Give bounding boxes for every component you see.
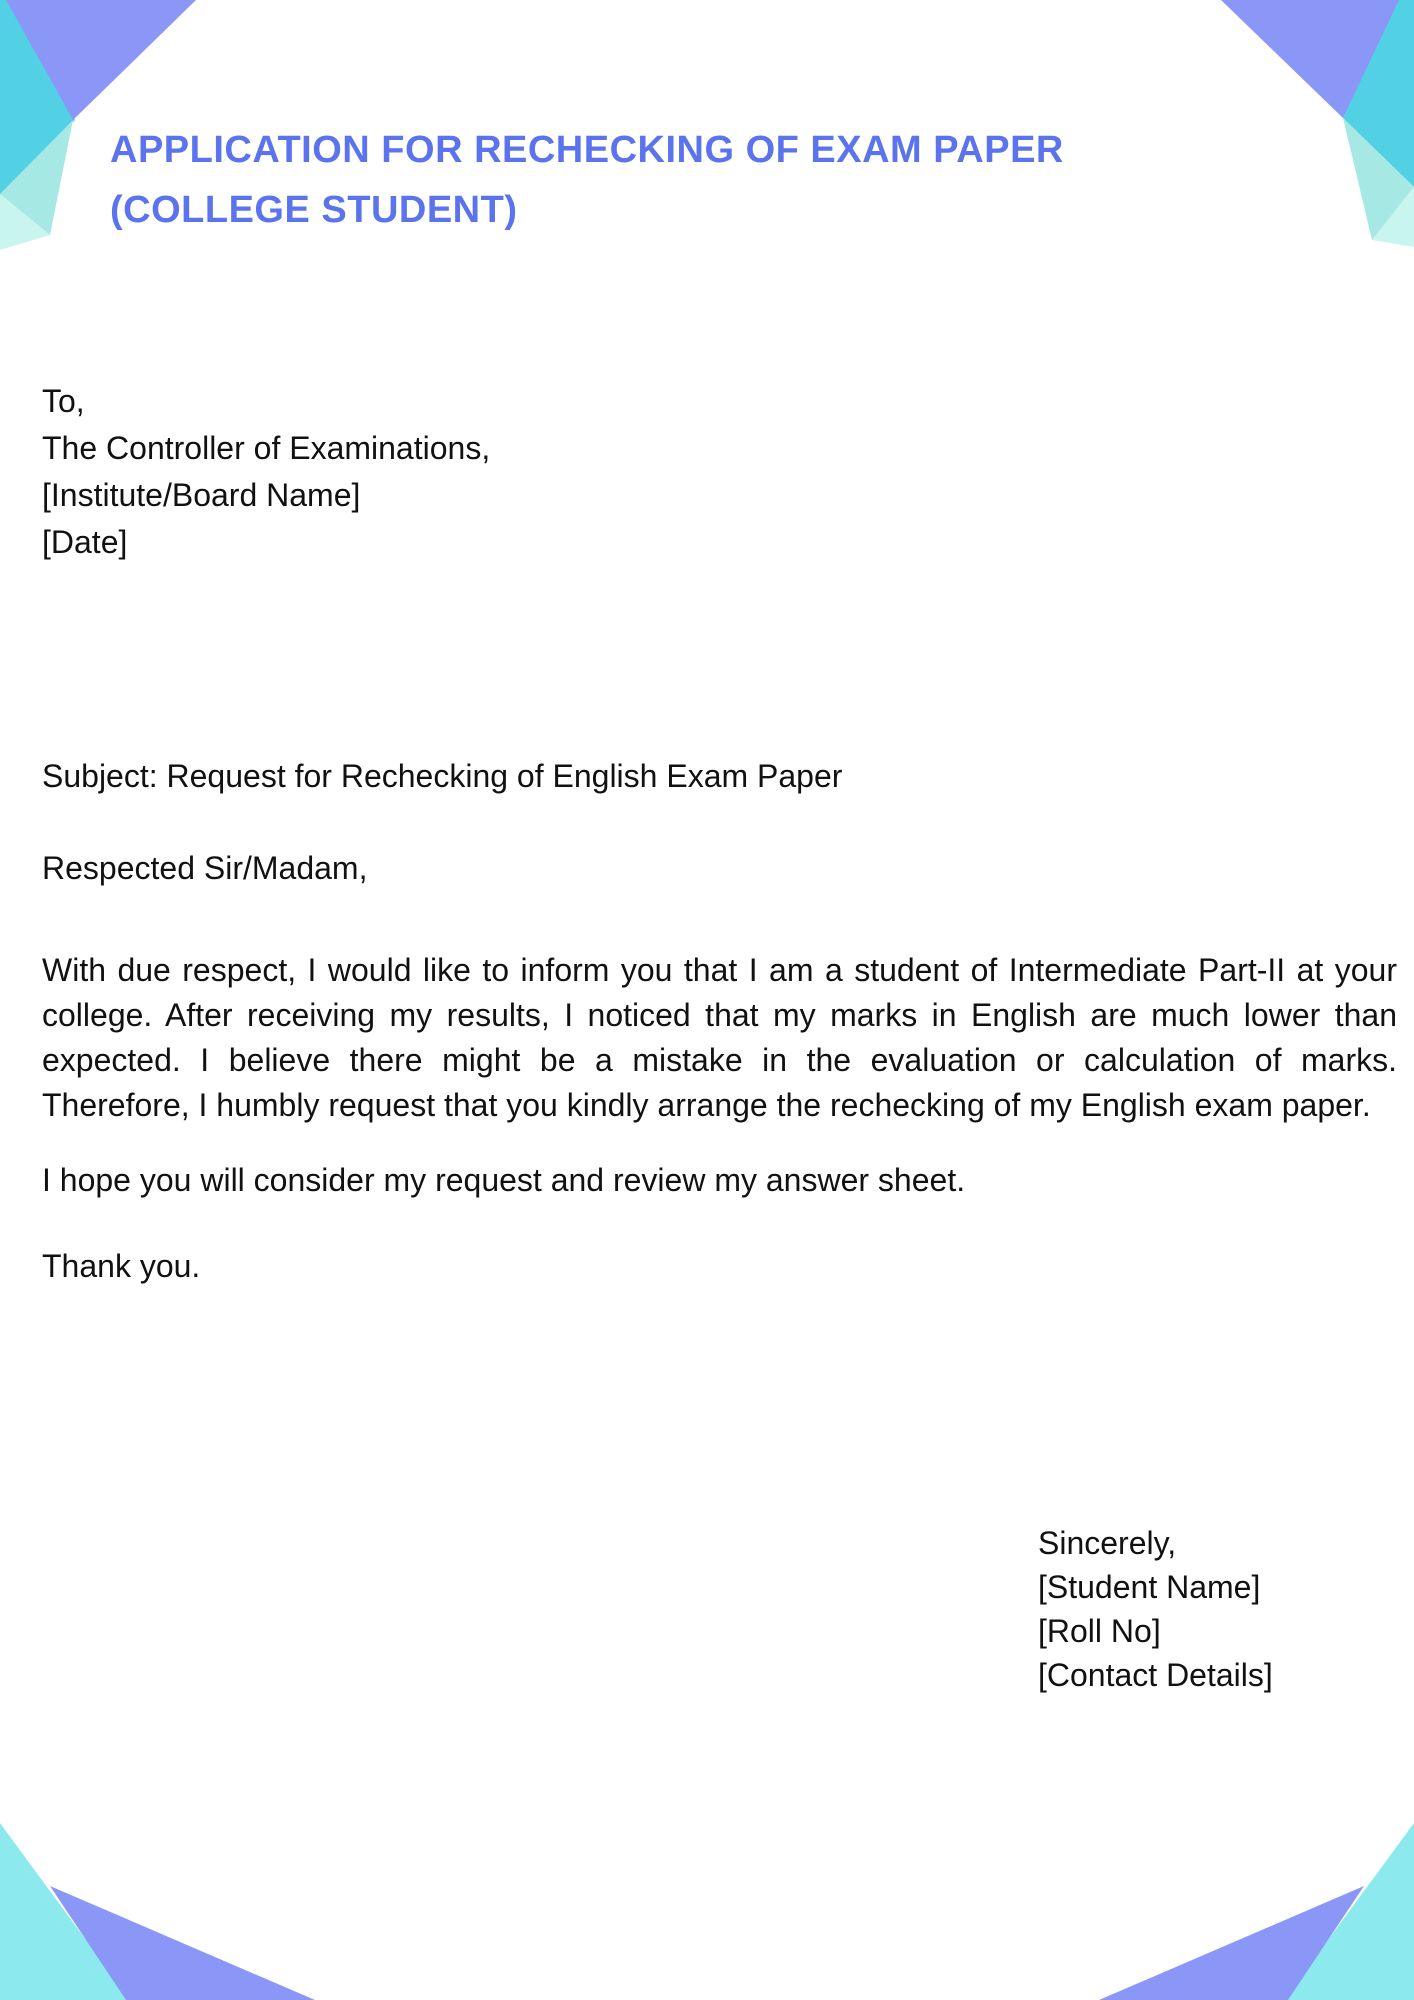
page-title-line2: (COLLEGE STUDENT): [110, 189, 518, 231]
triangle-periwinkle-icon: [6, 0, 196, 120]
recipient-line-date-placeholder: [Date]: [42, 524, 128, 560]
recipient-line-controller: The Controller of Examinations,: [42, 430, 491, 466]
signature-line-student-name-placeholder: [Student Name]: [1038, 1569, 1261, 1605]
signature-line-sincerely: Sincerely,: [1038, 1525, 1177, 1561]
triangle-cyan-icon: [0, 1823, 130, 2000]
corner-decoration-bottom-right: [1099, 1823, 1414, 2000]
triangle-cyan-icon: [0, 0, 75, 196]
closing-request-line: I hope you will consider my request and review my answer sheet.: [42, 1162, 966, 1198]
triangle-mint-light-icon: [1372, 187, 1414, 247]
thank-you-line: Thank you.: [42, 1248, 201, 1284]
signature-block: [1038, 1521, 1273, 1697]
subject-line: Subject: Request for Rechecking of English Exam Paper: [42, 758, 843, 794]
signature-line-contact-details-placeholder: [Contact Details]: [1038, 1657, 1273, 1693]
recipient-address-block: [42, 378, 490, 566]
triangle-mint-icon: [1343, 118, 1414, 240]
corner-decoration-bottom-left: [0, 1823, 315, 2000]
triangle-periwinkle-icon: [1221, 0, 1399, 118]
triangle-mint-icon: [0, 120, 73, 235]
body-paragraph: With due respect, I would like to inform you that I am a student of Intermediate Part-II at your college. After receiving my results, I noticed that my marks in English are much lower than expected. I believe there might be a mistake in the evaluation or calculation of marks. Therefore, I humbly request that you kindly arrange the rechecking of my English exam paper.: [42, 952, 1397, 1123]
corner-decoration-top-right: [1221, 0, 1414, 247]
page-title: [110, 120, 1064, 240]
triangle-mint-light-icon: [0, 194, 50, 250]
recipient-line-institute-placeholder: [Institute/Board Name]: [42, 477, 361, 513]
triangle-cyan-icon: [1284, 1823, 1414, 2000]
triangle-periwinkle-icon: [50, 1886, 315, 2000]
signature-line-roll-no-placeholder: [Roll No]: [1038, 1613, 1161, 1649]
recipient-line-to: To,: [42, 383, 85, 419]
salutation: Respected Sir/Madam,: [42, 850, 368, 886]
triangle-periwinkle-icon: [1099, 1886, 1364, 2000]
triangle-cyan-icon: [1343, 0, 1414, 187]
page-title-line1: APPLICATION FOR RECHECKING OF EXAM PAPER: [110, 129, 1064, 171]
